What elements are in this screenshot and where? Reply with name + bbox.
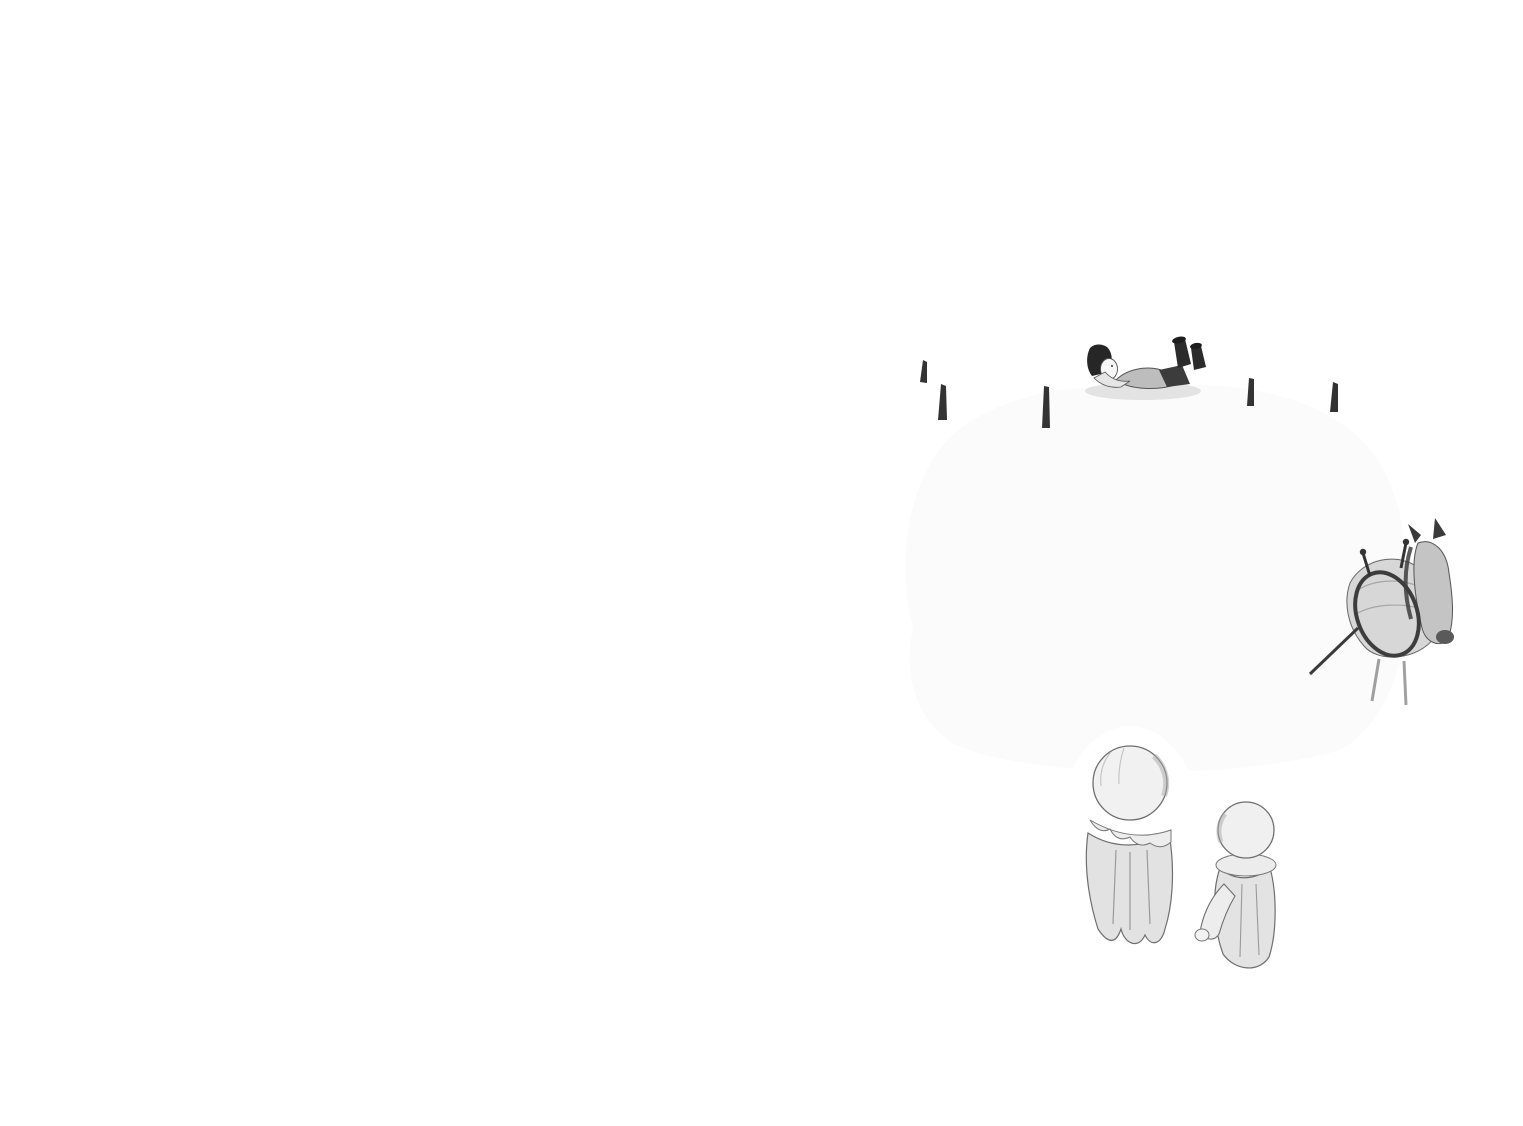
stake-icon	[1330, 382, 1338, 412]
stake-icon	[1042, 386, 1050, 428]
girl-in-bonnet-left	[1086, 746, 1172, 944]
boot-icon	[1191, 346, 1206, 370]
horse-ear-icon	[1433, 518, 1446, 539]
hand-icon	[1195, 929, 1209, 941]
horse-ear-icon	[1408, 524, 1421, 543]
stake-icon	[920, 360, 927, 383]
haystack-illustration	[858, 328, 1506, 1126]
boy-on-haystack	[1085, 335, 1206, 400]
bonnet-icon	[1218, 802, 1274, 858]
stake-icon	[1247, 378, 1254, 406]
stake-icon	[938, 384, 947, 420]
haystack	[905, 385, 1404, 772]
